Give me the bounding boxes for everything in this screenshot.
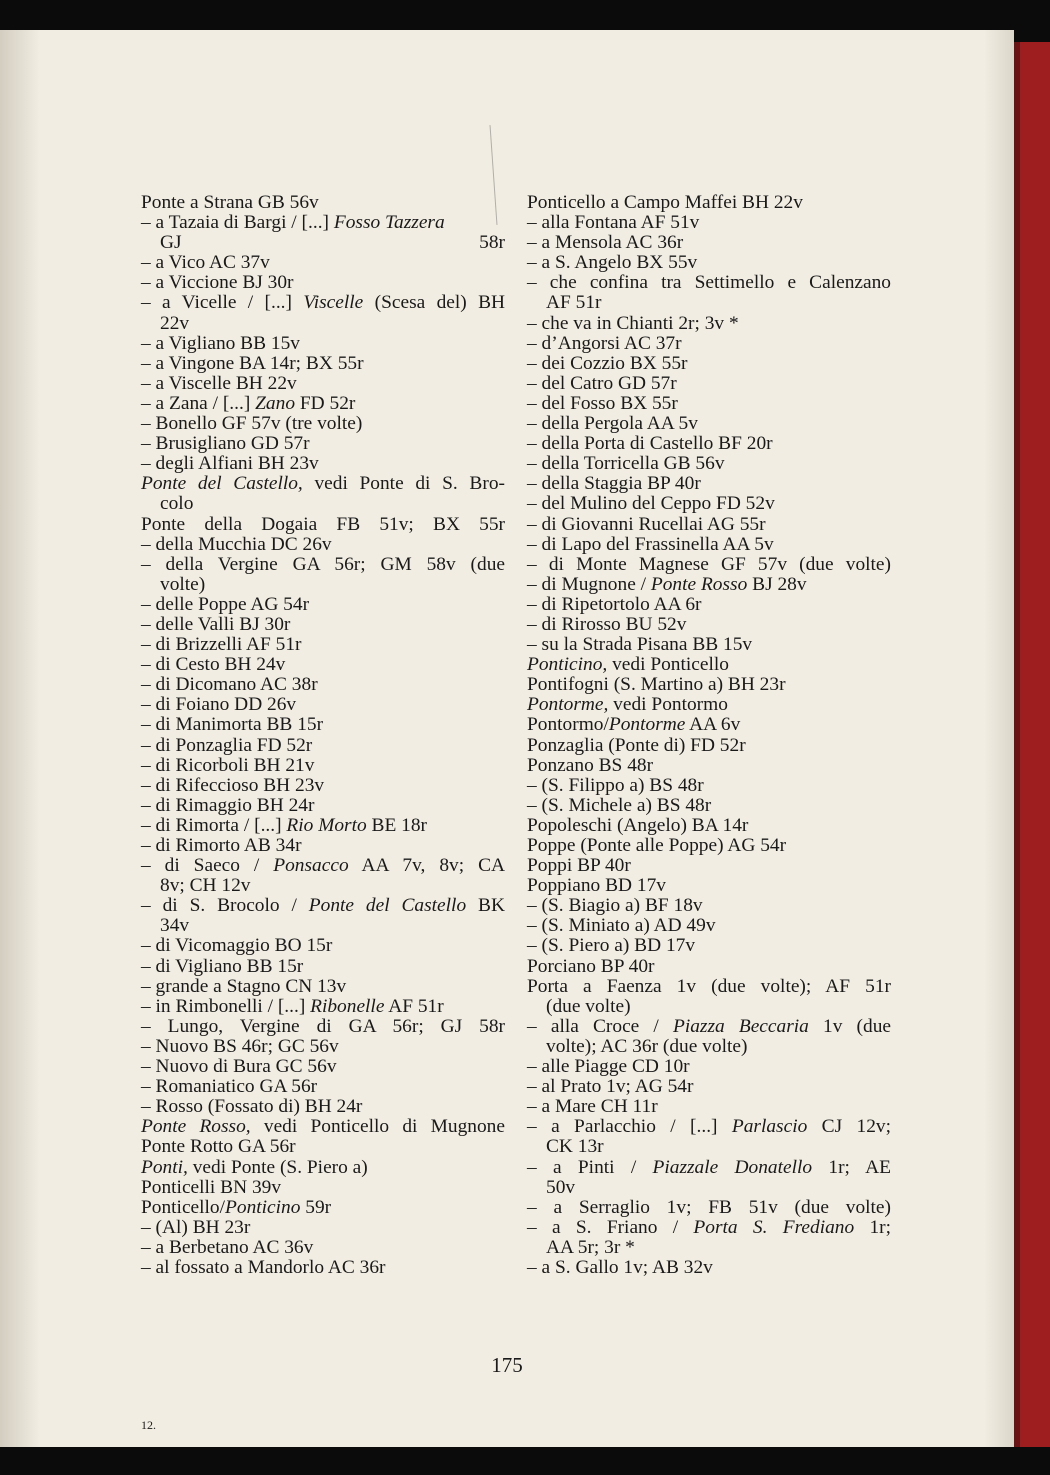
entry-text: – (S. Biagio a) BF 18v [527,895,703,917]
italic-text: Ribonelle [310,995,385,1017]
index-entry-line [527,474,891,494]
entry-text: 59r [300,1196,332,1218]
index-entry-line [141,997,505,1017]
entry-text: 34v [160,915,190,937]
entry-text: (due volte) [546,995,631,1017]
entry-text: 1r; AE [812,1156,892,1178]
entry-text: – a Zana / [...] [141,392,256,414]
entry-text: – dei Cozzio BX 55r [527,352,688,374]
entry-text: – di Mugnone / [527,573,651,595]
index-entry-line [141,876,505,896]
italic-text: Pontorme, [527,694,609,716]
entry-text: Porciano BP 40r [527,955,655,977]
italic-text: Ponticino, [527,654,608,676]
index-entry-line [141,1097,505,1117]
entry-text: 1v (due [808,1015,891,1037]
entry-text: – alla Croce / [527,1015,673,1037]
entry-text: – a S. Angelo BX 55v [527,252,698,274]
entry-text: – di Giovanni Rucellai AG 55r [527,513,766,535]
entry-text: – delle Poppe AG 54r [141,593,310,615]
index-entry-line [527,695,891,715]
index-entry-line [527,957,891,977]
index-entry-line [141,1037,505,1057]
index-entry-line [141,715,505,735]
index-entry-line [141,856,505,876]
index-entry-line [527,1198,891,1218]
entry-text: – al Prato 1v; AG 54r [527,1076,694,1098]
index-entry-line [527,1158,891,1178]
entry-text: – a Tazaia di Bargi / [...] [141,212,334,234]
index-entry-line [141,535,505,555]
entry-text: 1r; [854,1216,892,1238]
entry-text: – di Vicomaggio BO 15r [141,935,333,957]
index-entry-line [527,494,891,514]
entry-text: – di Rimorto AB 34r [141,835,302,856]
entry-text: – alla Fontana AF 51v [527,212,700,234]
index-entry-line [141,756,505,776]
entry-text: – di Cesto BH 24v [141,654,286,676]
entry-text: – di Foiano DD 26v [141,694,297,716]
entry-text: Poppi BP 40r [527,855,631,877]
entry-text: – su la Strada Pisana BB 15v [527,634,753,656]
entry-text: GJ 58r [160,232,505,254]
entry-text: – al fossato a Mandorlo AC 36r [141,1256,386,1278]
index-entry-line [527,394,891,414]
entry-text: – a Vico AC 37v [141,252,270,274]
entry-text: AF 51r [384,995,444,1017]
entry-text: – in Rimbonelli / [...] [141,995,311,1017]
index-entry-line [527,273,891,293]
index-entry-line [141,394,505,414]
entry-text: – a S. Friano / [527,1216,694,1238]
entry-text: vedi Ponte (S. Piero a) [187,1156,368,1178]
entry-text: – degli Alfiani BH 23v [141,453,319,475]
index-entry-line [527,233,891,253]
entry-text: – a Pinti / [527,1156,653,1178]
index-entry-line [141,555,505,575]
entry-text: AA 5r; 3r * [546,1236,635,1258]
index-entry-line [141,1178,505,1198]
index-entry-line [141,1017,505,1037]
index-entry-line [527,1218,891,1238]
entry-text: – del Fosso BX 55r [527,392,678,414]
entry-text: vedi Ponticello [607,654,729,676]
entry-text: – a Serraglio 1v; FB 51v (due volte) [527,1196,891,1218]
entry-text: – di Ricorboli BH 21v [141,754,315,776]
entry-text: – della Porta di Castello BF 20r [527,433,773,455]
entry-text: – della Pergola AA 5v [527,413,698,435]
index-entry-line [527,635,891,655]
index-entry-line [141,494,505,514]
entry-text: CK 13r [546,1136,604,1158]
entry-text: – di Rifeccioso BH 23v [141,774,325,796]
entry-text: – di Rimorta / [...] [141,814,287,836]
italic-text: Ponte del Castello, [141,473,303,495]
index-entry-line [141,896,505,916]
italic-text: Ponticino [225,1196,301,1218]
index-entry-line [141,1117,505,1137]
index-entry-line [141,193,505,213]
index-column-right [527,193,891,1278]
entry-text: volte) [160,573,206,595]
entry-text: – delle Valli BJ 30r [141,613,291,635]
index-entry-line [527,434,891,454]
entry-text: – (S. Miniato a) AD 49v [527,915,716,937]
index-entry-line [527,1117,891,1137]
index-entry-line [141,434,505,454]
entry-text: – di Ripetortolo AA 6r [527,593,702,615]
index-entry-line [527,796,891,816]
index-entry-line [141,213,505,233]
index-entry-line [527,836,891,856]
index-entry-line [527,936,891,956]
italic-text: Ponte Rosso [650,573,748,595]
index-entry-line [141,655,505,675]
entry-text: – a Mare CH 11r [527,1096,658,1118]
index-entry-line [141,957,505,977]
entry-text: vedi Ponte di S. Bro- [302,473,505,495]
index-entry-line [527,253,891,273]
entry-text: volte); AC 36r (due volte) [546,1035,748,1057]
index-entry-line [527,715,891,735]
entry-text: – a Vigliano BB 15v [141,332,300,354]
index-entry-line [141,977,505,997]
index-entry-line [141,314,505,334]
entry-text: CJ 12v; [807,1116,891,1138]
italic-text: Ponsacco [273,855,349,877]
italic-text: Piazzale Donatello [652,1156,813,1178]
entry-text: Ponzano BS 48r [527,754,654,776]
index-entry-line [527,575,891,595]
index-entry-line [141,293,505,313]
index-entry-line [527,354,891,374]
entry-text: – a Berbetano AC 36v [141,1236,314,1258]
entry-text: – di Brizzelli AF 51r [141,634,302,656]
italic-text: Ponte del Castello [308,895,467,917]
entry-text: – del Mulino del Ceppo FD 52v [527,493,775,515]
index-entry-line [141,334,505,354]
entry-text: – della Torricella GB 56v [527,453,725,475]
entry-text: – alle Piagge CD 10r [527,1056,690,1078]
index-entry-line [141,595,505,615]
book-cover-edge [1014,42,1050,1447]
entry-text: – di Manimorta BB 15r [141,714,324,736]
entry-text: 8v; CH 12v [160,875,251,897]
italic-text: Fosso Tazzera [333,212,445,234]
entry-text: – (S. Piero a) BD 17v [527,935,696,957]
italic-text: Ponte Rosso, [141,1116,251,1138]
entry-text: colo [160,493,194,515]
index-entry-line [527,776,891,796]
entry-text: – di Vigliano BB 15r [141,955,304,977]
index-entry-line [527,1017,891,1037]
index-entry-line [141,454,505,474]
entry-text: – (S. Filippo a) BS 48r [527,774,704,796]
index-entry-line [141,675,505,695]
italic-text: Viscelle [303,292,364,314]
entry-text: – Brusigliano GD 57r [141,433,310,455]
index-entry-line [527,977,891,997]
index-entry-line [141,836,505,856]
index-entry-line [141,695,505,715]
index-entry-line [527,1037,891,1057]
entry-text: BE 18r [366,814,428,836]
entry-text: – che confina tra Settimello e Calenzano [527,272,891,294]
index-entry-line [527,1178,891,1198]
entry-text: – di Rirosso BU 52v [527,613,687,635]
entry-text: – di Dicomano AC 38r [141,674,318,696]
entry-text: – della Staggia BP 40r [527,473,701,495]
index-entry-line [141,615,505,635]
entry-text: – di S. Brocolo / [141,895,309,917]
index-entry-line [141,1057,505,1077]
entry-text: – a Viccione BJ 30r [141,272,294,294]
italic-text: Zano [255,392,296,414]
entry-text: Ponte a Strana GB 56v [141,192,319,213]
italic-text: Porta S. Frediano [693,1216,855,1238]
index-entry-line [141,936,505,956]
italic-text: Ponti, [141,1156,188,1178]
entry-text: – a Vicelle / [...] [141,292,304,314]
index-entry-line [527,515,891,535]
index-entry-line [527,1238,891,1258]
index-entry-line [141,414,505,434]
index-entry-line [527,293,891,313]
index-entry-line [141,354,505,374]
index-entry-line [527,334,891,354]
index-entry-line [141,635,505,655]
entry-text: – che va in Chianti 2r; 3v * [527,312,739,334]
entry-text: – a Viscelle BH 22v [141,372,297,394]
entry-text: – di Saeco / [141,855,274,877]
index-entry-line [141,1238,505,1258]
entry-text: 50v [546,1176,576,1198]
index-entry-line [527,916,891,936]
index-entry-line [141,1218,505,1238]
index-entry-line [527,1137,891,1157]
entry-text: – di Lapo del Frassinella AA 5v [527,533,774,555]
index-entry-line [527,414,891,434]
index-entry-line [527,535,891,555]
index-entry-line [527,193,891,213]
index-entry-line [527,314,891,334]
page-number: 175 [491,1353,523,1377]
index-entry-line [527,876,891,896]
index-entry-line [527,675,891,695]
entry-text: – a Mensola AC 36r [527,232,684,254]
entry-text: – Nuovo di Bura GC 56v [141,1056,337,1078]
entry-text: – (S. Michele a) BS 48r [527,794,712,816]
entry-text: BK [466,895,505,917]
index-entry-line [527,856,891,876]
index-entry-line [141,233,505,253]
index-entry-line [527,555,891,575]
entry-text: – a Parlacchio / [...] [527,1116,732,1138]
italic-text: Parlascio [731,1116,808,1138]
index-entry-line [527,896,891,916]
index-entry-line [141,1158,505,1178]
entry-text: Pontormo/ [527,714,609,736]
entry-text: AA 6v [685,714,741,736]
entry-text: vedi Ponticello di Mugnone [250,1116,505,1138]
entry-text: Ponte Rotto GA 56r [141,1136,296,1158]
entry-text: – (Al) BH 23r [141,1216,251,1238]
index-entry-line [141,575,505,595]
entry-text: – della Vergine GA 56r; GM 58v (due [141,553,505,575]
entry-text: AA 7v, 8v; CA [348,855,506,877]
entry-text: – grande a Stagno CN 13v [141,975,347,997]
italic-text: Pontorme [608,714,686,736]
index-entry-line [527,1057,891,1077]
index-entry-line [141,1258,505,1278]
index-entry-line [527,213,891,233]
index-column-left [141,193,505,1278]
entry-text: Ponticello a Campo Maffei BH 22v [527,192,803,213]
index-entry-line [141,374,505,394]
entry-text: – a Vingone BA 14r; BX 55r [141,352,364,374]
entry-text: – di Monte Magnese GF 57v (due volte) [527,553,891,575]
index-entry-line [527,1097,891,1117]
index-entry-line [527,595,891,615]
entry-text: – Romaniatico GA 56r [141,1076,318,1098]
index-entry-line [527,997,891,1017]
entry-text: – d’Angorsi AC 37r [527,332,682,354]
index-entry-line [527,1077,891,1097]
italic-text: Rio Morto [286,814,367,836]
index-entry-line [527,736,891,756]
signature-mark: 12. [141,1418,156,1432]
entry-text: – di Rimaggio BH 24r [141,794,315,816]
entry-text: Poppe (Ponte alle Poppe) AG 54r [527,835,787,856]
index-entry-line [141,1198,505,1218]
entry-text: AF 51r [546,292,602,314]
index-entry-line [527,655,891,675]
entry-text: – Nuovo BS 46r; GC 56v [141,1035,339,1057]
entry-text: Poppiano BD 17v [527,875,666,897]
entry-text: (Scesa del) BH [363,292,506,314]
entry-text: Popoleschi (Angelo) BA 14r [527,814,749,836]
entry-text: FD 52r [295,392,356,414]
entry-text: – Bonello GF 57v (tre volte) [141,413,363,435]
entry-text: Porta a Faenza 1v (due volte); AF 51r [527,975,891,997]
index-entry-line [527,615,891,635]
index-entry-line [141,1137,505,1157]
italic-text: Piazza Beccaria [672,1015,809,1037]
entry-text: – del Catro GD 57r [527,372,677,394]
index-entry-line [141,776,505,796]
index-entry-line [141,474,505,494]
index-entry-line [527,816,891,836]
entry-text: Ponticelli BN 39v [141,1176,282,1198]
entry-text: BJ 28v [747,573,807,595]
entry-text: Ponticello/ [141,1196,226,1218]
entry-text: 22v [160,312,190,334]
index-entry-line [141,273,505,293]
entry-text: vedi Pontormo [608,694,728,716]
index-entry-line [527,756,891,776]
index-entry-line [141,736,505,756]
index-entry-line [141,796,505,816]
entry-text: – della Mucchia DC 26v [141,533,332,555]
index-entry-line [141,816,505,836]
entry-text: Ponzaglia (Ponte di) FD 52r [527,734,746,756]
index-entry-line [141,1077,505,1097]
book-page [0,30,1014,1447]
index-entry-line [527,374,891,394]
entry-text: Ponte della Dogaia FB 51v; BX 55r [141,513,505,535]
entry-text: – di Ponzaglia FD 52r [141,734,313,756]
index-entry-line [141,253,505,273]
entry-text: – Rosso (Fossato di) BH 24r [141,1096,363,1118]
index-entry-line [527,1258,891,1278]
entry-text: – a S. Gallo 1v; AB 32v [527,1256,713,1278]
index-entry-line [527,454,891,474]
entry-text: – Lungo, Vergine di GA 56r; GJ 58r [141,1015,505,1037]
index-entry-line [141,515,505,535]
entry-text: Pontifogni (S. Martino a) BH 23r [527,674,786,696]
index-entry-line [141,916,505,936]
